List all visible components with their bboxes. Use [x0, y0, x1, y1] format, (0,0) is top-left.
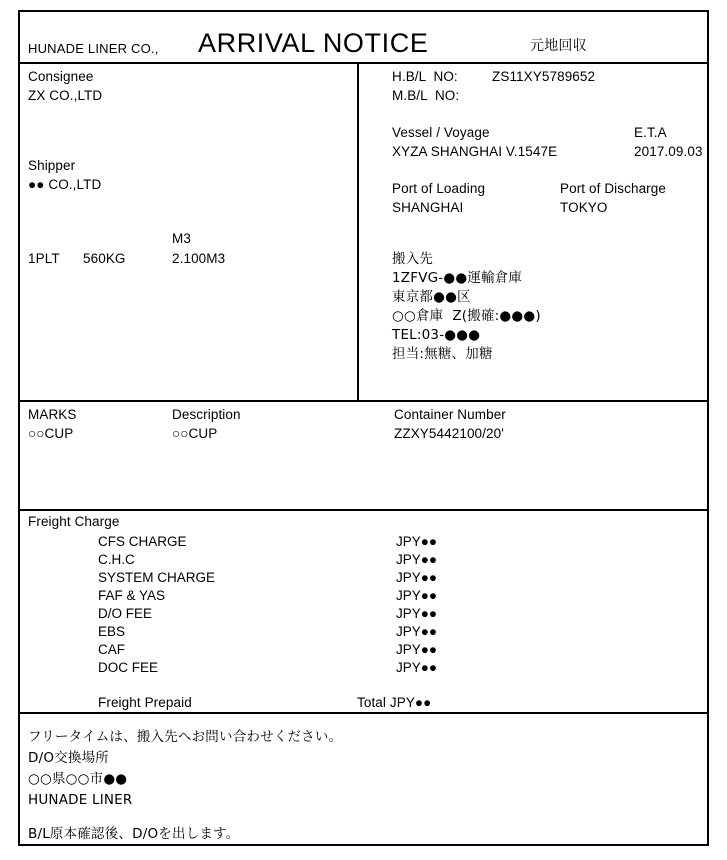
hbl-number-label: H.B/L NO:: [392, 69, 458, 84]
vessel-voyage-value: XYZA SHANGHAI V.1547E: [392, 144, 558, 159]
footer-line: B/L原本確認後、D/Oを出します。: [28, 826, 240, 842]
footer-line: HUNADE LINER: [28, 792, 133, 808]
description-label: Description: [172, 407, 241, 422]
delivery-line: 担当:無糖、加糖: [392, 346, 493, 362]
cargo-volume-unit-header: M3: [172, 231, 191, 246]
footer-section-top-divider: [20, 712, 707, 714]
footer-line: フリータイムは、搬入先へお問い合わせください。: [28, 729, 343, 745]
freight-total-amount: Total JPY●●: [357, 695, 432, 710]
freight-charge-list: [20, 534, 707, 678]
marks-section-top-divider: [20, 400, 707, 402]
charge-name: EBS: [98, 624, 126, 639]
footer-line: ○○県○○市●●: [28, 771, 128, 787]
port-of-discharge-label: Port of Discharge: [560, 181, 666, 196]
charge-amount: JPY●●: [396, 642, 438, 657]
port-of-discharge-value: TOKYO: [560, 200, 608, 215]
header-divider: [20, 62, 707, 64]
charge-amount: JPY●●: [396, 534, 438, 549]
shipper-value: ●● CO.,LTD: [28, 177, 102, 192]
delivery-line: ○○倉庫 Z(搬確:●●●): [392, 308, 541, 324]
charge-row: [20, 570, 707, 588]
description-value: ○○CUP: [172, 426, 218, 441]
delivery-line: TEL:03-●●●: [392, 327, 481, 343]
vessel-voyage-label: Vessel / Voyage: [392, 125, 490, 140]
eta-label: E.T.A: [634, 125, 667, 140]
charge-name: CFS CHARGE: [98, 534, 187, 549]
port-of-loading-label: Port of Loading: [392, 181, 486, 196]
eta-value: 2017.09.03: [634, 144, 703, 159]
charge-name: CAF: [98, 642, 125, 657]
charge-amount: JPY●●: [396, 588, 438, 603]
cargo-package-count: 1PLT: [28, 251, 60, 266]
charge-row: [20, 624, 707, 642]
footer-spacer: [28, 811, 342, 824]
freight-section-top-divider: [20, 509, 707, 511]
consignee-label: Consignee: [28, 69, 94, 84]
header-note: 元地回収: [530, 38, 587, 54]
charge-row: [20, 588, 707, 606]
container-number-value: ZZXY5442100/20': [394, 426, 504, 441]
charge-amount: JPY●●: [396, 660, 438, 675]
cargo-weight: 560KG: [83, 251, 126, 266]
marks-value: ○○CUP: [28, 426, 74, 441]
hbl-number-value: ZS11XY5789652: [492, 69, 596, 84]
port-of-loading-value: SHANGHAI: [392, 200, 464, 215]
charge-row: [20, 552, 707, 570]
upper-column-divider: [357, 62, 359, 400]
freight-prepaid-label: Freight Prepaid: [98, 695, 192, 710]
company-name: HUNADE LINER CO.,: [28, 41, 159, 56]
arrival-notice-document: [18, 10, 709, 846]
charge-amount: JPY●●: [396, 570, 438, 585]
delivery-line: 1ZFVG-●●運輸倉庫: [392, 270, 523, 286]
footer-line: D/O交換場所: [28, 750, 109, 766]
container-number-label: Container Number: [394, 407, 506, 422]
delivery-line: 搬入先: [392, 251, 434, 267]
cargo-volume: 2.100M3: [172, 251, 226, 266]
charge-row: [20, 660, 707, 678]
charge-amount: JPY●●: [396, 606, 438, 621]
freight-charge-title: Freight Charge: [28, 514, 120, 529]
mbl-number-label: M.B/L NO:: [392, 88, 460, 103]
consignee-value: ZX CO.,LTD: [28, 88, 103, 103]
charge-amount: JPY●●: [396, 624, 438, 639]
charge-row: [20, 534, 707, 552]
marks-label: MARKS: [28, 407, 77, 422]
page-title: ARRIVAL NOTICE: [198, 28, 429, 58]
charge-name: SYSTEM CHARGE: [98, 570, 216, 585]
footer-notes: [28, 727, 342, 845]
delivery-line: 東京都●●区: [392, 289, 471, 305]
charge-row: [20, 606, 707, 624]
delivery-address-block: [392, 250, 541, 364]
charge-amount: JPY●●: [396, 552, 438, 567]
charge-name: D/O FEE: [98, 606, 153, 621]
shipper-label: Shipper: [28, 158, 76, 173]
document-header: [20, 12, 707, 62]
charge-name: DOC FEE: [98, 660, 159, 675]
charge-name: C.H.C: [98, 552, 135, 567]
charge-row: [20, 642, 707, 660]
charge-name: FAF & YAS: [98, 588, 166, 603]
